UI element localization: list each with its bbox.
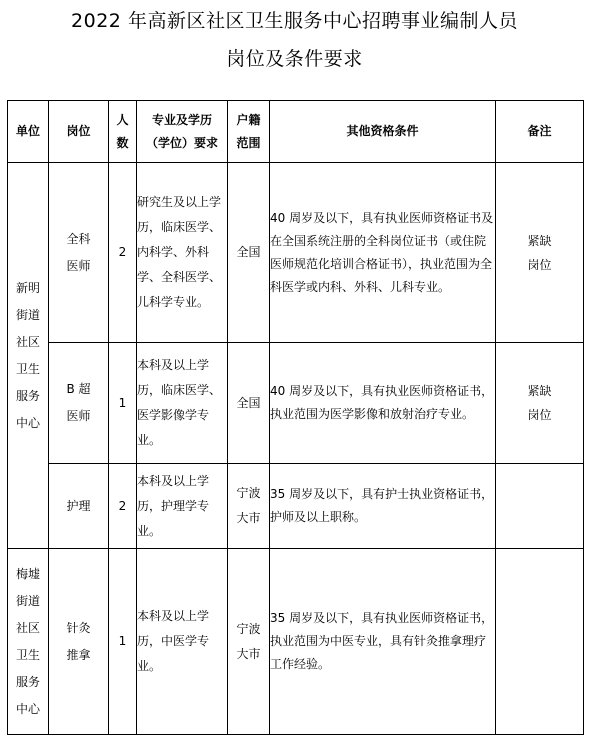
count-cell: 1 xyxy=(109,549,137,735)
major-cell: 研究生及以上学历，临床医学、内科学、外科学、全科医学、儿科学专业。 xyxy=(137,163,228,343)
requirement-cell: 40 周岁及以下，具有执业医师资格证书及在全国系统注册的全科岗位证书（或住院医师规范化培训合格证书），执业范围为全科医学或内科、外科、儿科专业。 xyxy=(270,163,496,343)
header-remark: 备注 xyxy=(496,101,584,163)
header-post: 岗位 xyxy=(49,101,109,163)
header-row xyxy=(8,101,584,163)
requirement-cell: 35 周岁及以下，具有护士执业资格证书，护师及以上职称。 xyxy=(270,464,496,549)
post-cell: 护理 xyxy=(49,464,109,549)
requirement-cell: 35 周岁及以下，具有执业医师资格证书，执业范围为中医专业，具有针灸推拿理疗工作经验。 xyxy=(270,549,496,735)
remark-cell: 紧缺岗位 xyxy=(496,163,584,343)
residence-cell: 全国 xyxy=(228,163,270,343)
residence-cell: 宁波大市 xyxy=(228,549,270,735)
header-major: 专业及学历（学位）要求 xyxy=(137,101,228,163)
residence-cell: 宁波大市 xyxy=(228,464,270,549)
count-cell: 2 xyxy=(109,163,137,343)
unit-cell: 新明街道社区卫生服务中心 xyxy=(8,163,49,549)
post-cell: B 超医师 xyxy=(49,343,109,464)
document-title-line-1: 2022 年高新区社区卫生服务中心招聘事业编制人员 xyxy=(71,10,518,32)
table-row xyxy=(8,343,584,464)
table-row xyxy=(8,549,584,735)
major-cell: 本科及以上学历，护理学专业。 xyxy=(137,464,228,549)
count-cell: 1 xyxy=(109,343,137,464)
table-row xyxy=(8,464,584,549)
post-cell: 全科医师 xyxy=(49,163,109,343)
document-title-line-2: 岗位及条件要求 xyxy=(226,48,363,70)
major-cell: 本科及以上学历，临床医学、医学影像学专业。 xyxy=(137,343,228,464)
post-cell: 针灸推拿 xyxy=(49,549,109,735)
unit-cell: 梅墟街道社区卫生服务中心 xyxy=(8,549,49,735)
remark-cell xyxy=(496,549,584,735)
recruitment-table xyxy=(7,100,584,735)
major-cell: 本科及以上学历，中医学专业。 xyxy=(137,549,228,735)
header-unit: 单位 xyxy=(8,101,49,163)
header-residence: 户籍范围 xyxy=(228,101,270,163)
residence-cell: 全国 xyxy=(228,343,270,464)
requirement-cell: 40 周岁及以下，具有执业医师资格证书，执业范围为医学影像和放射治疗专业。 xyxy=(270,343,496,464)
remark-cell: 紧缺岗位 xyxy=(496,343,584,464)
remark-cell xyxy=(496,464,584,549)
header-other: 其他资格条件 xyxy=(270,101,496,163)
header-count: 人数 xyxy=(109,101,137,163)
table-row xyxy=(8,163,584,343)
count-cell: 2 xyxy=(109,464,137,549)
